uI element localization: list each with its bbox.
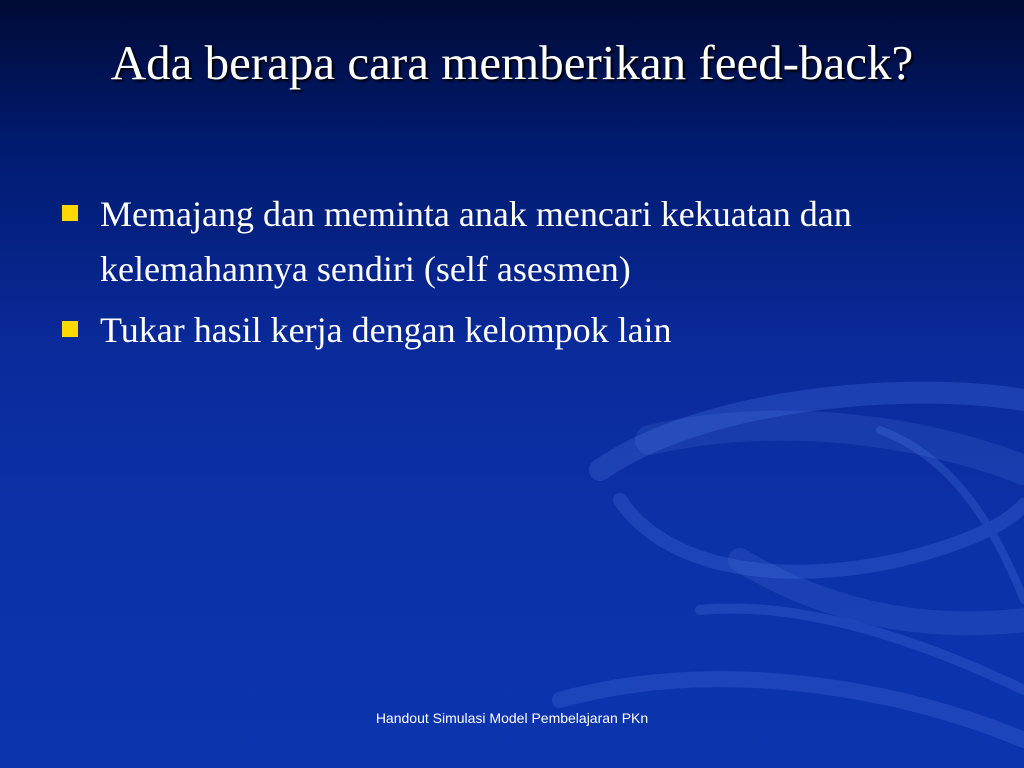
bullet-text: Memajang dan meminta anak mencari kekuatan dan kelemahannya sendiri (self asesmen) <box>100 194 852 289</box>
bullet-list <box>62 187 982 364</box>
square-bullet-icon <box>62 321 78 337</box>
square-bullet-icon <box>62 205 78 221</box>
bullet-item <box>62 187 982 297</box>
bullet-item <box>62 303 982 358</box>
bullet-text: Tukar hasil kerja dengan kelompok lain <box>100 310 672 350</box>
slide-footer: Handout Simulasi Model Pembelajaran PKn <box>375 710 649 726</box>
slide-title: Ada berapa cara memberikan feed-back? <box>110 35 914 90</box>
